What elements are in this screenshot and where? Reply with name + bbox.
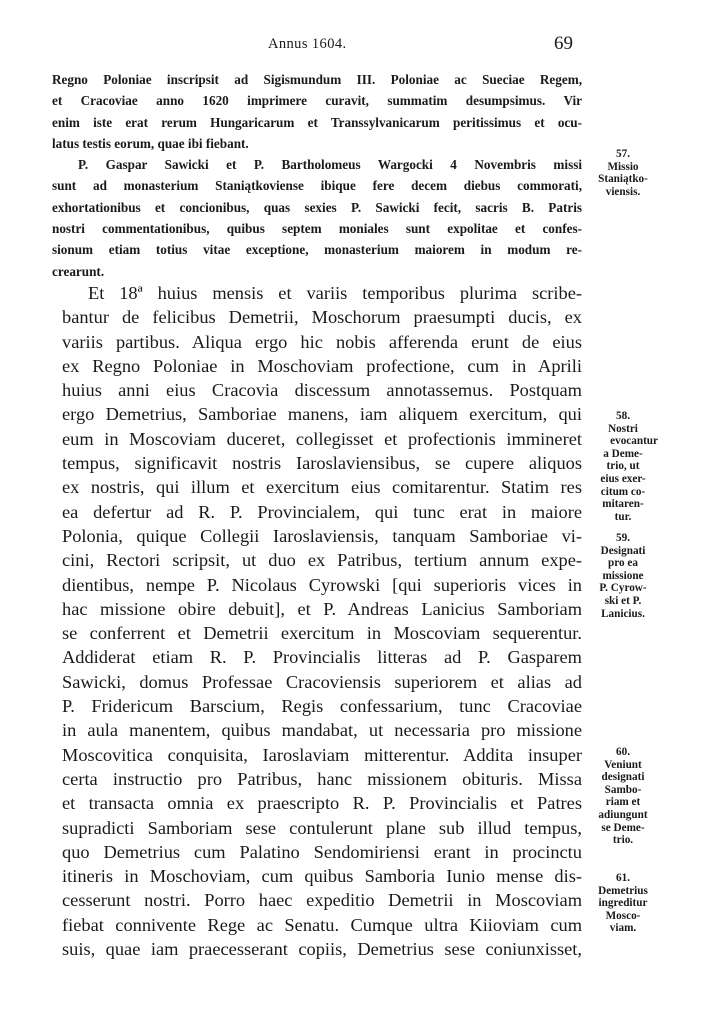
- text-line: Regno Poloniae inscripsit ad Sigismundum III. Poloniae ac Sueciae Regem,: [52, 72, 582, 87]
- margin-note-line: Demetrius: [598, 884, 648, 897]
- text-line: in aula manentem, quibus mandabat, ut necessaria pro missione: [62, 720, 582, 741]
- margin-note-line: 60.: [616, 746, 630, 758]
- running-title: Annus 1604.: [268, 36, 347, 52]
- text-line: dientibus, nempe P. Nicolaus Cyrowski [qui superioris vices in: [62, 574, 582, 595]
- text-line: hac missione obire debuit], et P. Andreas Lanicius Samboriam: [62, 598, 582, 619]
- text-line: huius anni eius Cracovia discessum annotassemus. Postquam: [62, 380, 582, 401]
- text-line: nostri commentationibus, quibus septem moniales sunt expolitae et confes-: [52, 221, 582, 237]
- margin-note-line: 58.: [616, 410, 630, 422]
- margin-note-line: trio.: [612, 834, 634, 847]
- text-line: latus testis eorum, quae ibi fiebant.: [52, 135, 249, 151]
- margin-note-57: [588, 148, 658, 198]
- margin-note-line: mitaren-: [602, 498, 644, 511]
- text-line: se conferrent et Demetrii exercitum in Moscoviam sequerentur.: [62, 623, 582, 644]
- text-line: ex Regno Poloniae in Moschoviam profectione, cum in Aprili: [62, 355, 582, 376]
- text-line: et Cracoviae anno 1620 imprimere curavit, summatim desumpsimus. Vir: [52, 93, 582, 109]
- margin-note-line: 57.: [616, 148, 630, 160]
- text-line: cesserunt nostri. Porro haec expeditio Demetrii in Moscoviam: [62, 890, 582, 911]
- margin-note-line: Missio: [607, 160, 639, 173]
- margin-note-line: P. Cyrow-: [599, 582, 647, 595]
- margin-note-line: Mosco-: [605, 909, 641, 922]
- margin-note-58: [588, 410, 658, 523]
- margin-note-line: citum co-: [600, 485, 646, 498]
- text-line: ergo Demetrius, Samboriae manens, iam aliquem exercitum, qui: [62, 404, 582, 425]
- margin-note-line: designati: [601, 771, 645, 784]
- margin-note-line: evocantur: [610, 435, 658, 448]
- text-line: supradicti Samboriam sese contulerunt plane sub illud tempus,: [62, 817, 582, 838]
- text-line: Et 18ª huius mensis et variis temporibus plurima scribe-: [88, 283, 582, 303]
- text-line: fiebat connivente Rege ac Senatu. Cumque ultra Kiioviam cum: [62, 914, 582, 935]
- text-line: ex nostris, qui illum et exercitum eius comitarentur. Statim res: [62, 477, 582, 498]
- text-line: Sawicki, domus Professae Cracoviensis superiorem et alias ad: [62, 671, 582, 692]
- text-line: quo Demetrius cum Palatino Sendomiriensi erant in procinctu: [62, 841, 582, 862]
- margin-note-line: trio, ut: [606, 460, 640, 473]
- page-number: 69: [554, 33, 573, 54]
- text-line: Polonia, quique Collegii Iaroslaviensis, tanquam Samboriae vi-: [62, 525, 582, 546]
- margin-note-line: tur.: [614, 510, 632, 523]
- text-line: sionum etiam totius vitae exceptione, monasterium maiorem in modum re-: [52, 242, 582, 258]
- text-line: enim iste erat rerum Hungaricarum et Transsylvanicarum peritissimus et ocu-: [52, 114, 582, 130]
- text-line: et transacta omnia ex praescripto R. P. Provincialis et Patres: [62, 793, 582, 814]
- text-line: P. Fridericum Barscium, Regis confessarium, tunc Cracoviae: [62, 696, 582, 717]
- margin-note-line: Nostri: [608, 422, 638, 435]
- small-print-paragraphs: [52, 69, 582, 282]
- margin-note-line: missione: [602, 569, 644, 582]
- main-paragraph: [62, 281, 582, 961]
- text-line: Addiderat etiam R. P. Provincialis litteras ad P. Gasparem: [62, 647, 582, 668]
- margin-note-59: [588, 532, 658, 620]
- margin-note-60: [588, 746, 658, 847]
- margin-note-line: pro ea: [608, 557, 638, 570]
- margin-note-line: Designati: [600, 544, 646, 557]
- text-line: eum in Moscoviam duceret, collegisset et profectionis immineret: [62, 428, 582, 449]
- margin-note-line: ingreditur: [598, 897, 648, 910]
- text-line: P. Gaspar Sawicki et P. Bartholomeus Wargocki 4 Novembris missi: [78, 157, 582, 173]
- text-line: exhortationibus et concionibus, quas sexies P. Sawicki fecit, sacris B. Patris: [52, 199, 582, 215]
- text-line: itineris in Moschoviam, cum quibus Samboria Iunio mense dis-: [62, 866, 582, 887]
- text-line: ea defertur ad R. P. Provincialem, qui tunc erat in maiore: [62, 501, 582, 522]
- margin-note-line: 59.: [616, 532, 630, 544]
- page-header: [0, 33, 720, 57]
- margin-note-line: viensis.: [605, 185, 641, 198]
- text-line: suis, quae iam praecesserant copiis, Demetrius sese coniunxisset,: [62, 939, 582, 960]
- text-line: bantur de felicibus Demetrii, Moschorum praesumpti ducis, ex: [62, 307, 582, 328]
- margin-note-61: [588, 872, 658, 935]
- margin-note-line: Sambo-: [604, 783, 642, 796]
- text-line: crearunt.: [52, 263, 105, 279]
- text-line: Moscovitica conquisita, Iaroslaviam mitterentur. Addita insuper: [62, 744, 582, 765]
- text-line: sunt ad monasterium Staniątkoviense ibique fere decem diebus commorati,: [52, 178, 582, 194]
- margin-note-line: adiungunt: [598, 808, 648, 821]
- margin-note-line: Lanicius.: [601, 607, 645, 620]
- text-line: cini, Rectori scripsit, ut duo ex Patribus, tertium annum expe-: [62, 550, 582, 571]
- margin-note-line: se Deme-: [601, 821, 645, 834]
- text-line: tempus, significavit nostris Iaroslaviensibus, se cupere aliquos: [62, 453, 582, 474]
- margin-note-line: riam et: [605, 796, 641, 809]
- margin-note-line: a Deme-: [603, 447, 643, 460]
- margin-note-line: ski et P.: [604, 594, 642, 607]
- margin-note-line: eius exer-: [600, 472, 646, 485]
- margin-note-line: Staniątko-: [598, 173, 648, 186]
- text-line: variis partibus. Aliqua ergo hic nobis afferenda erunt de eius: [62, 331, 582, 352]
- margin-note-line: 61.: [616, 872, 630, 884]
- text-line: certa instructio pro Patribus, hanc missionem obituris. Missa: [62, 768, 582, 789]
- margin-note-line: Veniunt: [604, 758, 642, 771]
- margin-note-line: viam.: [609, 922, 637, 935]
